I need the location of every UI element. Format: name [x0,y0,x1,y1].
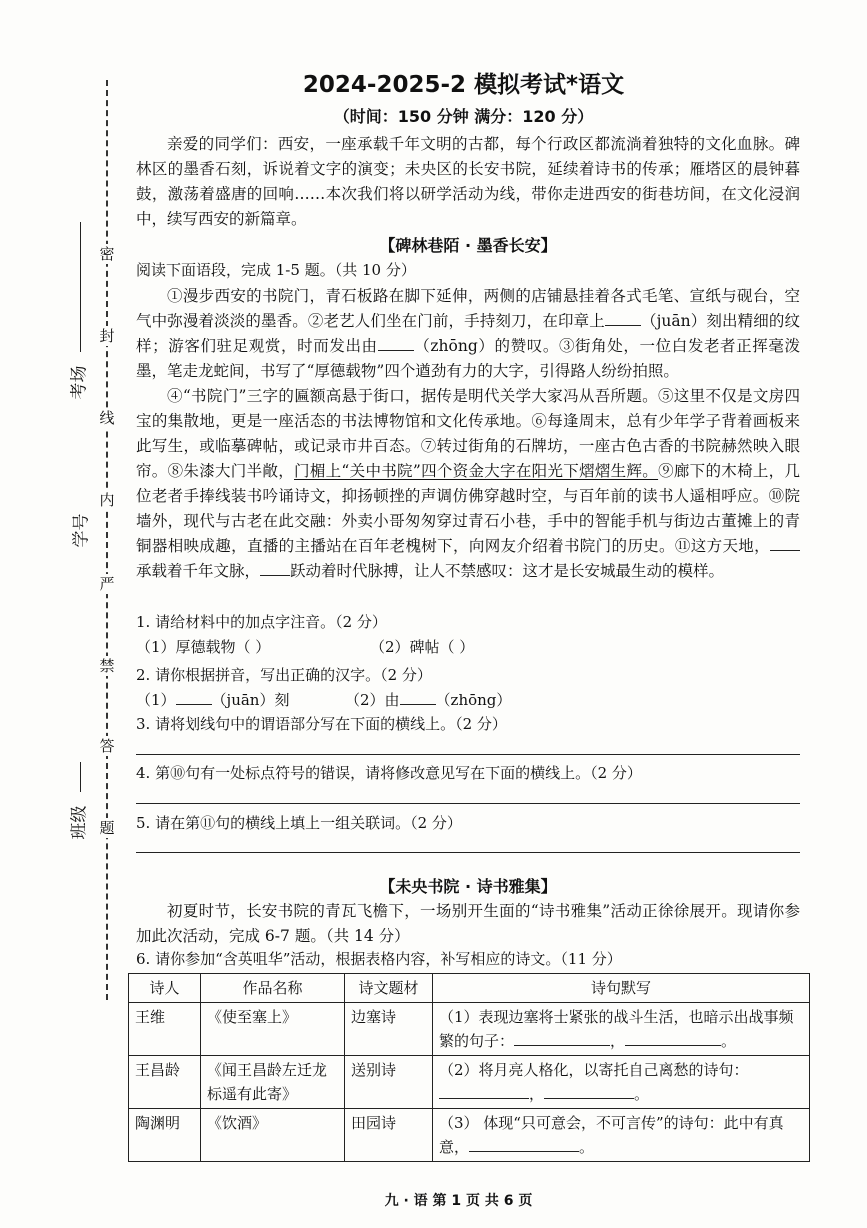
seal-char: 密 [96,244,118,264]
pinyin-blank[interactable] [378,336,414,351]
task-cell: （2）将月亮人格化，以寄托自己离愁的诗句：， 。 [433,1056,810,1109]
table-row [129,1109,810,1162]
poet-cell: 陶渊明 [129,1109,201,1162]
genre-cell: 边塞诗 [345,1003,433,1056]
class-label: 班级 [69,805,90,840]
exam-title: 2024-2025-2 模拟考试*语文 [302,72,625,98]
table-row [129,1003,810,1056]
exam-room-label: 考场 [69,365,90,400]
intro-paragraph: 亲爱的同学们：西安，一座承载千年文明的古都，每个行政区都流淌着独特的文化血脉。碑林区的墨香石刻，诉说着文字的演变；未央区的长安书院，延续着诗书的传承；雁塔区的晨钟暮鼓，激荡着盛唐的回响……本次我们将以研学活动为线，带你走进西安的街巷坊间，在文化浸润中，续写西安的新篇章。 [136,135,800,228]
seal-char: 线 [96,408,118,428]
table-header-row [129,974,810,1003]
seal-char: 答 [96,736,118,756]
conjunction-blank[interactable] [770,536,800,551]
answer-line[interactable] [136,754,800,755]
page-footer: 九 · 语 第 1 页 共 6 页 [384,1193,533,1209]
section-heading: 【碑林巷陌 · 墨香长安】 [379,236,557,255]
question-2-part-1[interactable]: （1） （juān）刻 [136,691,290,709]
answer-blank[interactable] [176,690,212,705]
work-cell: 《饮酒》 [201,1109,345,1162]
question-1-part-2[interactable]: （2）碑帖（ ） [370,638,475,656]
question-3: 3. 请将划线句中的谓语部分写在下面的横线上。（2 分） [136,715,507,733]
table-row [129,1056,810,1109]
genre-cell: 送别诗 [345,1056,433,1109]
class-field[interactable] [80,762,81,792]
section-heading: 【未央书院 · 诗书雅集】 [379,877,557,896]
underlined-sentence: 门楣上“关中书院”四个资金大字在阳光下熠熠生辉。 [294,462,659,480]
column-header: 作品名称 [201,974,345,1003]
answer-blank[interactable] [439,1082,529,1099]
question-5: 5. 请在第⑪句的横线上填上一组关联词。（2 分） [136,814,462,832]
pinyin-blank[interactable] [605,311,641,326]
seal-char: 题 [96,818,118,838]
reading-paragraph-2: ④“书院门”三字的匾额高悬于街口，据传是明代关学大家冯从吾所题。⑤这里不仅是文房四宝的集散地，更是一座活态的书法博物馆和文化传承地。⑥每逢周末，总有少年学子背着画板来此写生，或临摹碑帖，或记录市井百态。⑦转过街角的石牌坊，一座古色古香的书院赫然映入眼帘。⑧朱漆大门半敞，门楣上“关中书院”四个资金大字在阳光下熠熠生辉。⑨廊下的木椅上，几位老者手捧线装书吟诵诗文，抑扬顿挫的声调仿佛穿越时空，与百年前的读书人遥相呼应。⑩院墙外，现代与古老在此交融：外卖小哥匆匆穿过青石小巷，手中的智能手机与街边古董摊上的青铜器相映成趣，直播的主播站在百年老槐树下，向网友介绍着书院门的历史。⑪这方天地，承载着千年文脉， 跃动着时代脉搏，让人不禁感叹：这才是长安城最生动的模样。 [136,387,800,580]
answer-blank[interactable] [400,690,436,705]
column-header: 诗句默写 [433,974,810,1003]
work-cell: 《闻王昌龄左迁龙标遥有此寄》 [201,1056,345,1109]
seal-char: 内 [96,490,118,510]
answer-blank[interactable] [514,1029,610,1046]
question-1: 1. 请给材料中的加点字注音。（2 分） [136,613,387,631]
answer-line[interactable] [136,852,800,853]
task-cell: （3） 体现“只可意会，不可言传”的诗句：此中有真意， 。 [433,1109,810,1162]
work-cell: 《使至塞上》 [201,1003,345,1056]
student-id-label: 学号 [71,513,92,548]
column-header: 诗文题材 [345,974,433,1003]
answer-blank[interactable] [544,1082,634,1099]
section-instruction: 阅读下面语段，完成 1-5 题。（共 10 分） [136,261,416,279]
answer-blank[interactable] [469,1135,579,1152]
genre-cell: 田园诗 [345,1109,433,1162]
binding-dashed-line [106,80,108,1000]
seal-char: 封 [96,326,118,346]
task-cell: （1）表现边塞将士紧张的战斗生活，也暗示出战事频繁的句子： ， 。 [433,1003,810,1056]
seal-char: 禁 [96,656,118,676]
question-2: 2. 请你根据拼音，写出正确的汉字。（2 分） [136,666,432,684]
reading-paragraph-1: ①漫步西安的书院门，青石板路在脚下延伸，两侧的店铺悬挂着各式毛笔、宣纸与砚台，空气中弥漫着淡淡的墨香。②老艺人们坐在门前，手持刻刀，在印章上 （juān）刻出精细的纹样；游客们驻足观赏，时而发出由 （zhōng）的赞叹。③街角处，一位白发老者正挥毫泼墨，笔走龙蛇间，书写了“厚德载物”四个遒劲有力的大字，引得路人纷纷拍照。 [136,287,800,380]
question-4: 4. 第⑩句有一处标点符号的错误，请将修改意见写在下面的横线上。（2 分） [136,764,642,782]
seal-char: 严 [96,574,118,594]
section-intro: 初夏时节，长安书院的青瓦飞檐下，一场别开生面的“诗书雅集”活动正徐徐展开。现请你参加此次活动，完成 6-7 题。（共 14 分） [136,902,800,945]
poet-cell: 王维 [129,1003,201,1056]
poet-cell: 王昌龄 [129,1056,201,1109]
question-2-part-2[interactable]: （2）由 （zhōng） [345,691,512,709]
exam-subtitle: （时间：150 分钟 满分：120 分） [333,107,594,126]
answer-blank[interactable] [625,1029,721,1046]
poem-table [128,973,810,1162]
exam-room-field[interactable] [80,222,81,352]
conjunction-blank[interactable] [260,561,290,576]
question-6: 6. 请你参加“含英咀华”活动，根据表格内容，补写相应的诗文。（11 分） [136,950,622,968]
question-1-part-1[interactable]: （1）厚德载物（ ） [136,638,271,656]
column-header: 诗人 [129,974,201,1003]
answer-line[interactable] [136,803,800,804]
